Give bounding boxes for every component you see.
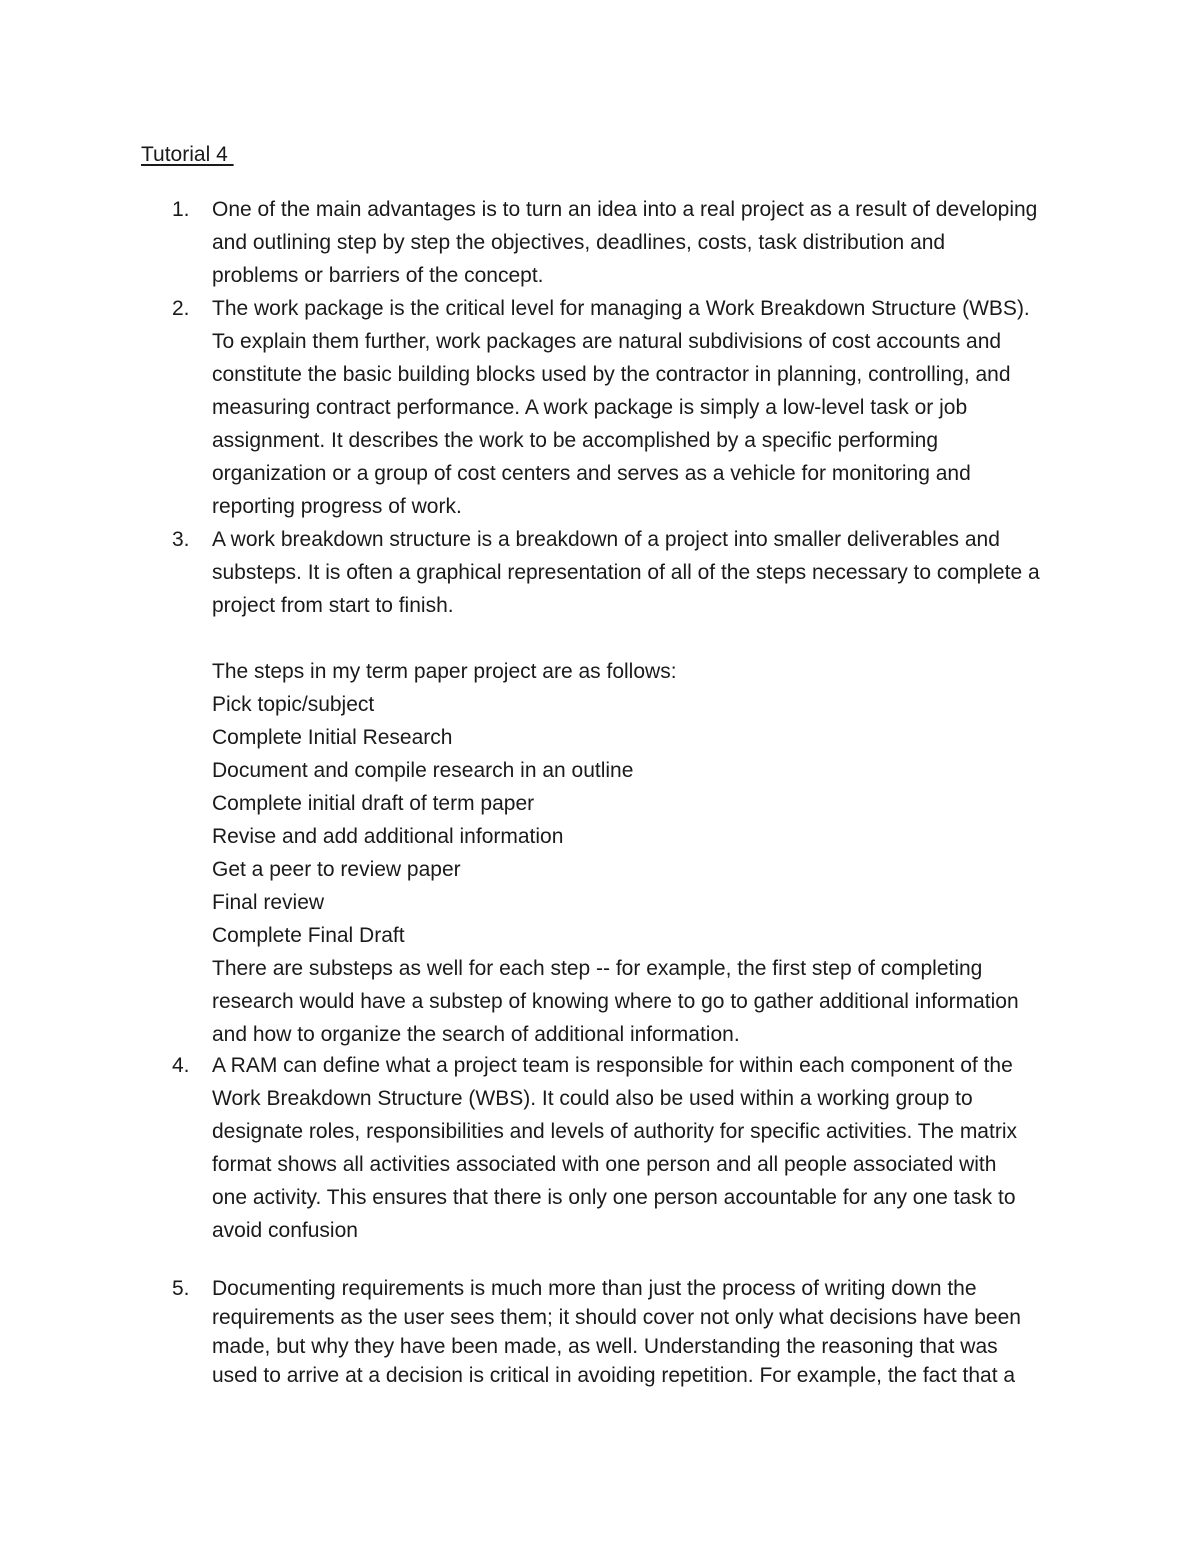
text-line: used to arrive at a decision is critical in avoiding repetition. For example, the fact that a — [212, 1364, 1016, 1387]
blank-line — [212, 622, 1072, 655]
list-item-text — [212, 292, 1072, 523]
text-line: A work breakdown structure is a breakdown of a project into smaller deliverables and — [212, 528, 1000, 551]
text-line: One of the main advantages is to turn an idea into a real project as a result of developing — [212, 198, 1038, 221]
text-line: designate roles, responsibilities and levels of authority for specific activities. The matrix — [212, 1120, 1017, 1143]
step-item: Complete Final Draft — [212, 924, 405, 947]
text-line: avoid confusion — [212, 1219, 358, 1242]
list-item-text — [212, 1049, 1072, 1247]
step-item: Document and compile research in an outline — [212, 759, 634, 782]
text-line: one activity. This ensures that there is only one person accountable for any one task to — [212, 1186, 1016, 1209]
text-line: requirements as the user sees them; it should cover not only what decisions have been — [212, 1306, 1021, 1329]
text-line: and outlining step by step the objectives, deadlines, costs, task distribution and — [212, 231, 946, 254]
list-item-number: 4. — [172, 1054, 190, 1077]
list-item-number: 5. — [172, 1277, 190, 1300]
step-item: Complete initial draft of term paper — [212, 792, 535, 815]
step-item: Final review — [212, 891, 325, 914]
text-line: There are substeps as well for each step -- for example, the first step of completing — [212, 957, 983, 980]
list-item-number: 2. — [172, 297, 190, 320]
list-item-number: 3. — [172, 528, 190, 551]
text-line: assignment. It describes the work to be accomplished by a specific performing — [212, 429, 939, 452]
list-item-number: 1. — [172, 198, 190, 221]
list-item-text — [212, 1274, 1072, 1390]
text-line: format shows all activities associated with one person and all people associated with — [212, 1153, 997, 1176]
text-line: Documenting requirements is much more than just the process of writing down the — [212, 1277, 977, 1300]
step-item: Complete Initial Research — [212, 726, 453, 749]
text-line: A RAM can define what a project team is responsible for within each component of the — [212, 1054, 1013, 1077]
step-item: Revise and add additional information — [212, 825, 564, 848]
text-line: problems or barriers of the concept. — [212, 264, 544, 287]
text-line: constitute the basic building blocks used by the contractor in planning, controlling, and — [212, 363, 1011, 386]
text-line: research would have a substep of knowing where to go to gather additional information — [212, 990, 1019, 1013]
steps-intro: The steps in my term paper project are as follows: — [212, 660, 677, 683]
step-item: Get a peer to review paper — [212, 858, 461, 881]
text-line: reporting progress of work. — [212, 495, 462, 518]
list-item-text — [212, 193, 1072, 292]
text-line: The work package is the critical level for managing a Work Breakdown Structure (WBS). — [212, 297, 1030, 320]
list-item-text — [212, 523, 1072, 1051]
text-line: Work Breakdown Structure (WBS). It could also be used within a working group to — [212, 1087, 973, 1110]
text-line: substeps. It is often a graphical representation of all of the steps necessary to complete a — [212, 561, 1040, 584]
text-line: organization or a group of cost centers and serves as a vehicle for monitoring and — [212, 462, 971, 485]
step-item: Pick topic/subject — [212, 693, 375, 716]
text-line: measuring contract performance. A work package is simply a low-level task or job — [212, 396, 968, 419]
text-line: project from start to finish. — [212, 594, 454, 617]
text-line: and how to organize the search of additional information. — [212, 1023, 740, 1046]
text-line: made, but why they have been made, as well. Understanding the reasoning that was — [212, 1335, 998, 1358]
text-line: To explain them further, work packages are natural subdivisions of cost accounts and — [212, 330, 1002, 353]
document-title: Tutorial 4 — [141, 143, 234, 166]
